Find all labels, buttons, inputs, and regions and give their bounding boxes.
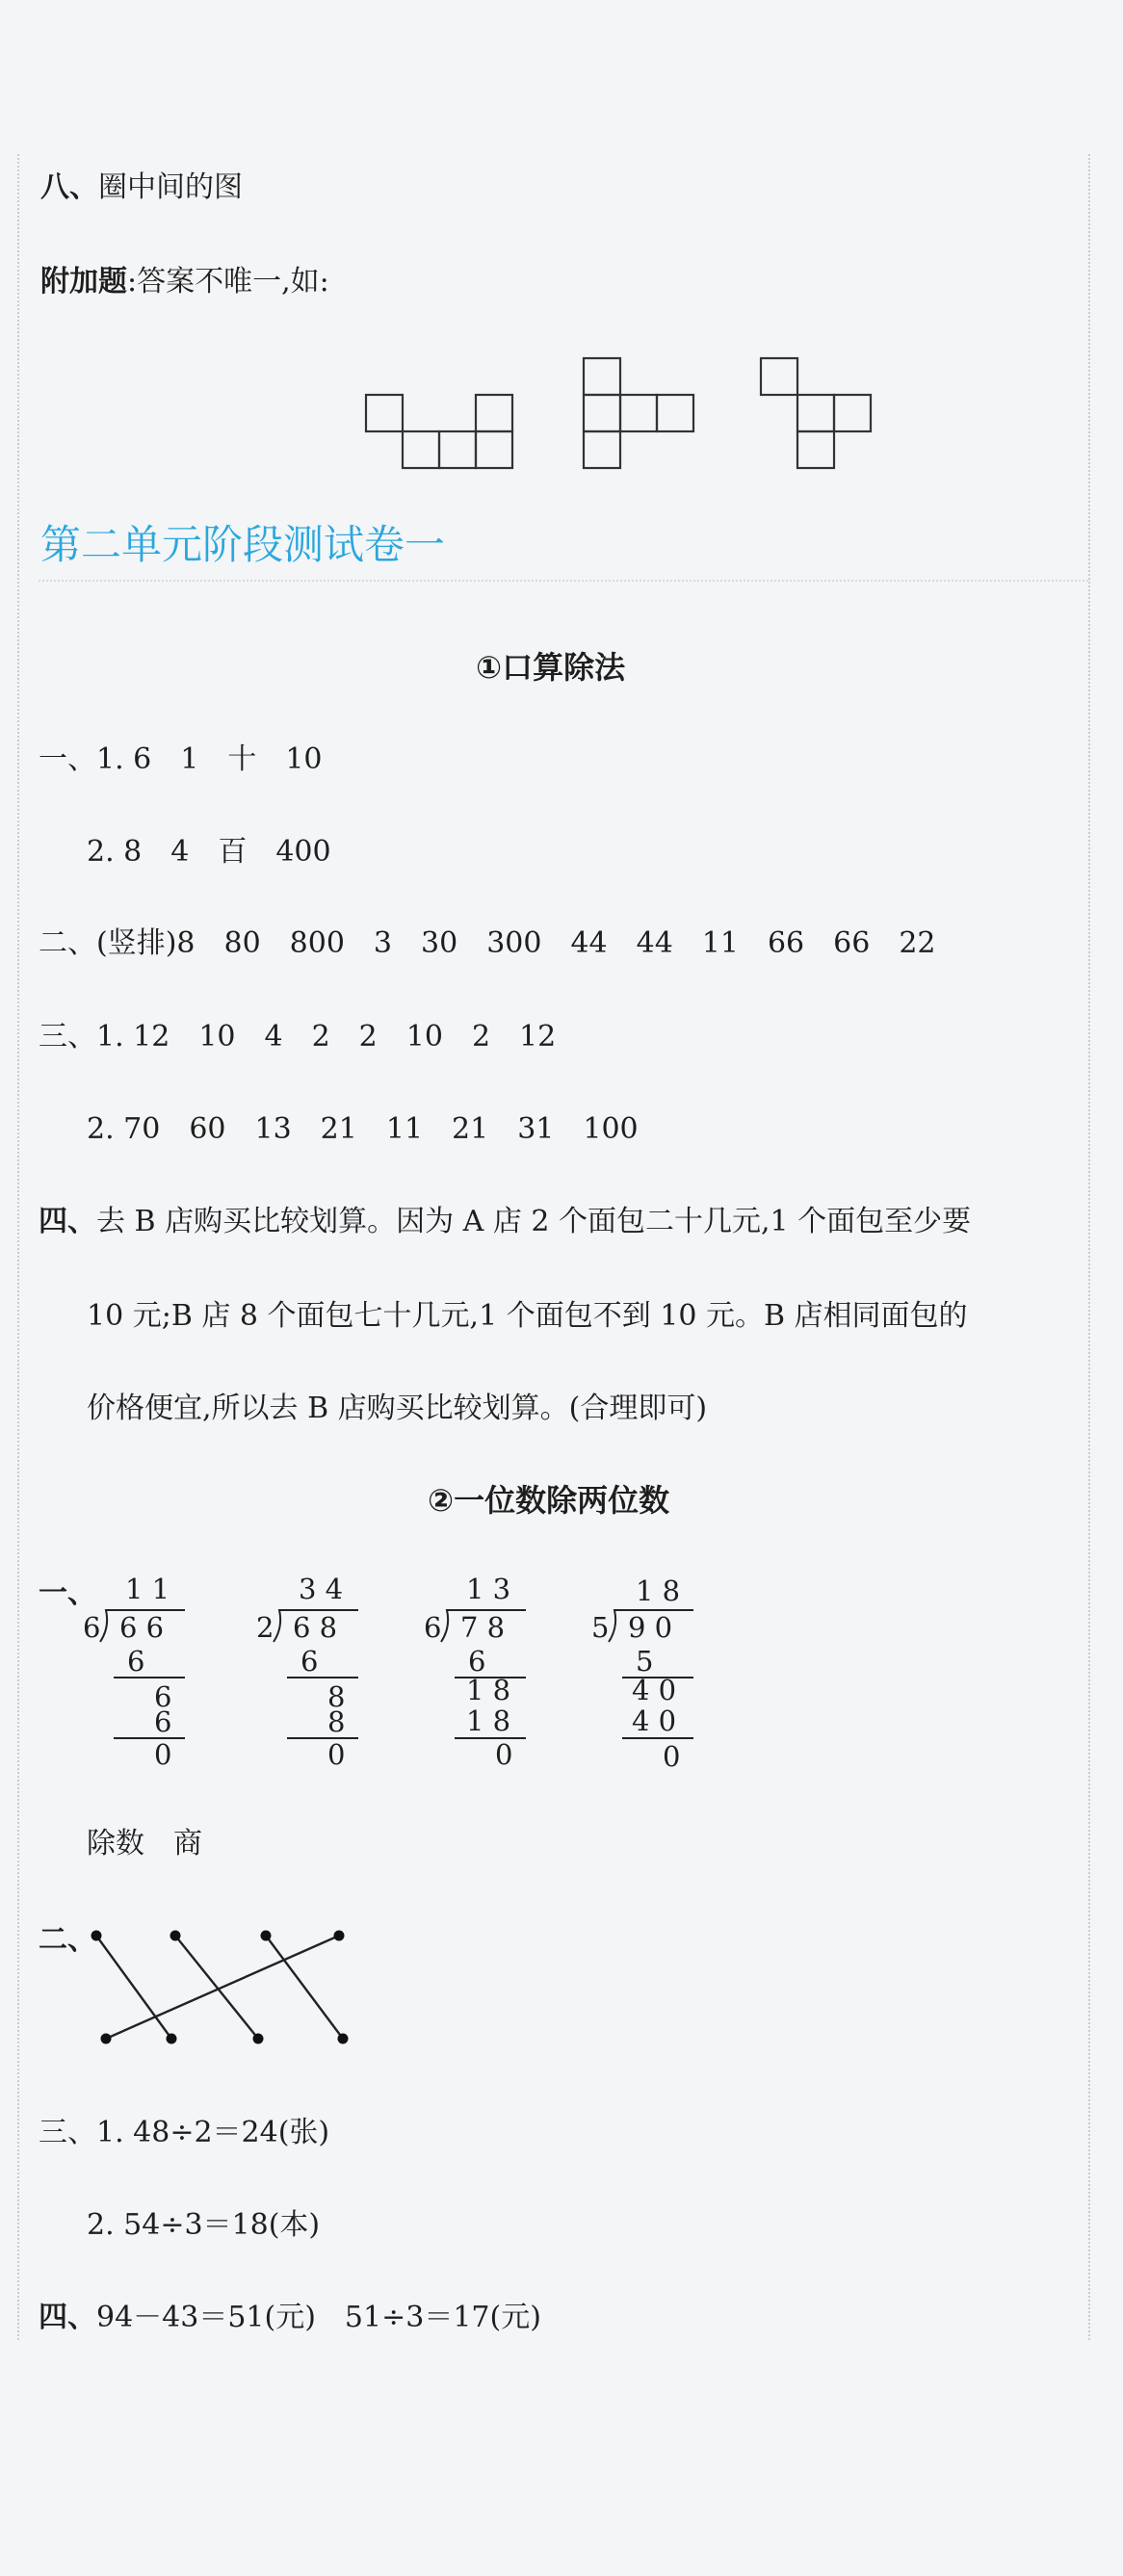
divisor: 6 (83, 1611, 101, 1644)
p2-q3-line2: 2. 54÷3＝18(本) (87, 2208, 321, 2242)
p1-q1-line2: 2. 8 4 百 400 (87, 835, 331, 869)
step-subtract-2: 8 (327, 1705, 346, 1738)
dividend: 6 8 (293, 1611, 338, 1644)
step-subtract-1: 6 (300, 1645, 319, 1678)
dividend: 6 6 (119, 1611, 165, 1644)
bonus-label: 附加题 (40, 265, 127, 299)
p1-q2: 二、(竖排)8 80 800 3 30 300 44 44 11 66 66 22 (39, 926, 936, 960)
p1-q1-line1: 一、1. 6 1 十 10 (39, 742, 323, 776)
long-division-4 (591, 1574, 693, 1773)
section-eight-label: 八、 (40, 170, 98, 204)
p2-q4 (39, 2303, 541, 2332)
p1-q4-line3: 价格便宜,所以去 B 店购买比较划算。(合理即可) (87, 1392, 708, 1425)
step-subtract-2: 6 (154, 1705, 172, 1738)
long-division-2 (256, 1573, 358, 1771)
quotient: 3 4 (299, 1573, 344, 1605)
cube-net-1 (366, 395, 512, 468)
step-remainder-1: 6 (154, 1680, 172, 1713)
p1-q3-line1: 三、1. 12 10 4 2 2 10 2 12 (39, 1020, 557, 1054)
p2-q4-label: 四、 (39, 2301, 96, 2334)
cube-net-2 (584, 358, 693, 468)
p1-q4-line2: 10 元;B 店 8 个面包七十几元,1 个面包不到 10 元。B 店相同面包的 (87, 1299, 968, 1333)
p1-q3-line2: 2. 70 60 13 21 11 21 31 100 (87, 1112, 639, 1146)
p2-q4-text: 94－43＝51(元) 51÷3＝17(元) (96, 2301, 541, 2334)
step-subtract-2: 1 8 (466, 1704, 511, 1737)
title-underline (39, 580, 1088, 582)
divisor: 2 (256, 1611, 274, 1644)
final-remainder: 0 (495, 1738, 513, 1771)
p2-q1-label: 一、 (39, 1576, 96, 1610)
step-subtract-2: 4 0 (632, 1704, 677, 1737)
bonus-text: :答案不唯一,如: (127, 265, 329, 299)
quotient: 1 3 (466, 1573, 511, 1605)
step-remainder-1: 4 0 (632, 1674, 677, 1706)
step-remainder-1: 8 (327, 1680, 346, 1713)
dividend: 9 0 (628, 1611, 673, 1644)
unit-title: 第二单元阶段测试卷一 (40, 521, 446, 568)
quotient: 1 1 (125, 1573, 170, 1605)
p1-q4-line1 (39, 1205, 972, 1238)
p1-q4-label: 四、 (39, 1205, 96, 1238)
part2-title: ②一位数除两位数 (428, 1482, 670, 1519)
cube-net-3 (761, 358, 871, 468)
p2-q3-line1: 三、1. 48÷2＝24(张) (39, 2116, 330, 2149)
step-remainder-1: 1 8 (466, 1674, 511, 1706)
divisor: 6 (424, 1611, 442, 1644)
part1-title: ①口算除法 (476, 649, 626, 686)
p1-q4-text1: 去 B 店购买比较划算。因为 A 店 2 个面包二十几元,1 个面包至少要 (96, 1205, 972, 1238)
step-subtract-1: 6 (127, 1645, 145, 1678)
divisor: 5 (591, 1611, 610, 1644)
quotient: 1 8 (636, 1574, 681, 1607)
matching-diagram (91, 1931, 349, 2044)
section-eight-text: 圈中间的图 (98, 170, 243, 204)
p2-q2-label: 二、 (39, 1923, 96, 1957)
long-division-3 (424, 1573, 526, 1771)
dividend: 7 8 (460, 1611, 506, 1644)
final-remainder: 0 (663, 1740, 681, 1773)
long-division-1 (83, 1573, 185, 1771)
final-remainder: 0 (154, 1738, 172, 1771)
step-subtract-1: 6 (468, 1645, 486, 1678)
final-remainder: 0 (327, 1738, 346, 1771)
step-subtract-1: 5 (636, 1645, 654, 1678)
p2-q1-tail: 除数 商 (87, 1827, 202, 1860)
